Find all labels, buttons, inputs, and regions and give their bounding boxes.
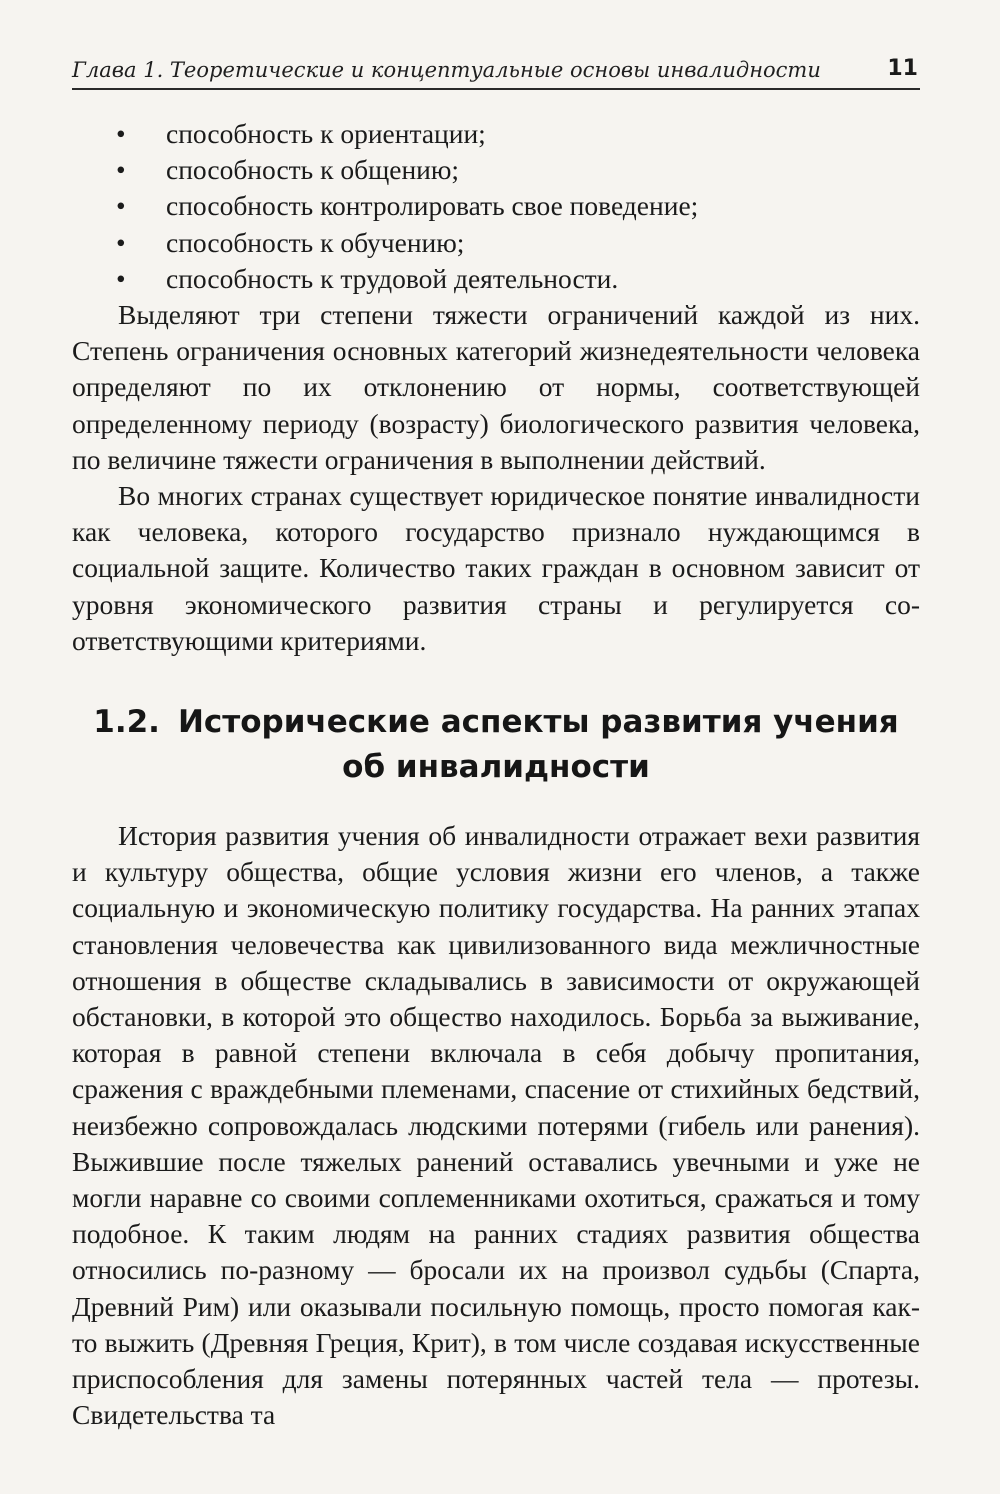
list-item-text: способность к обучению;: [166, 226, 465, 258]
bullet-icon: •: [116, 262, 126, 294]
list-item: [72, 152, 920, 188]
list-item-text: способность к общению;: [166, 154, 460, 186]
bullet-icon: •: [116, 226, 126, 258]
list-item: [72, 225, 920, 261]
top-text-block: [72, 116, 920, 659]
ability-list: [72, 116, 920, 297]
page-header: [72, 54, 920, 90]
list-item-text: способность к трудовой деятельности.: [166, 262, 619, 294]
paragraph-history: История развития учения об инвалидности отражает вехи развития и культуру общества, общие условия жизни его членов, а также социальную и экономическую политику государства. На ранних этапах становления человечества как цивилизованного вида межличностные отношения в обществе складывались в зависимости от окружающей обстановки, в которой это общество находилось. Борьба за выживание, которая в равной степени включала в себя добычу пропитания, сражения с враждебными племенами, спасение от стихийных бедствий, неизбежно сопровождалась людскими потерями (гибель или ранения). Выжившие после тяжелых ранений оставались увечными и уже не могли наравне со своими соплеменниками охотиться, сражаться и тому подобное. К таким людям на ранних стадиях развития общества относились по-разному — бросали их на произвол судьбы (Спарта, Древний Рим) или оказывали посильную помощь, просто помогая как-то выжить (Древняя Греция, Крит), в том числе создавая искусственные приспособления для замены потерянных частей тела — протезы. Свидетельства та: [72, 820, 920, 1431]
list-item: [72, 188, 920, 224]
list-item-text: способность к ориентации;: [166, 118, 486, 149]
section-heading: [72, 700, 920, 790]
bullet-icon: •: [116, 118, 126, 149]
paragraph-severity: Выделяют три степени тяжести ограничений каждой из них. Степень ограничения основных категорий жизнедеятельности человека определяют по их отклонению от нормы, соответствующей определенному периоду (возрасту) биологического развития человека, по величине тяжести ограничения в выполнении действий.: [72, 299, 920, 475]
list-item: [72, 116, 920, 152]
section-number: 1.2.: [93, 704, 160, 740]
bullet-icon: •: [116, 190, 126, 222]
page-number: 11: [887, 56, 918, 81]
section-title-line1: Исторические аспекты развития учения: [177, 704, 899, 740]
list-item-text: способность контролировать свое поведение;: [166, 190, 699, 222]
bottom-text-block: [72, 818, 920, 1433]
bullet-icon: •: [116, 154, 126, 186]
running-title: Глава 1. Теоретические и концептуальные основы инвалидности: [72, 58, 821, 82]
paragraph-legal-concept: Во многих странах существует юридическое понятие инвалидности как человека, которого государство признало нуждающимся в социальной защите. Количество таких граждан в основном зависит от уровня экономического развития страны и регулируется соответствующими критериями.: [72, 480, 920, 656]
section-heading-line1: [72, 700, 920, 745]
list-item: [72, 261, 920, 297]
section-title-line2: об инвалидности: [342, 749, 650, 785]
